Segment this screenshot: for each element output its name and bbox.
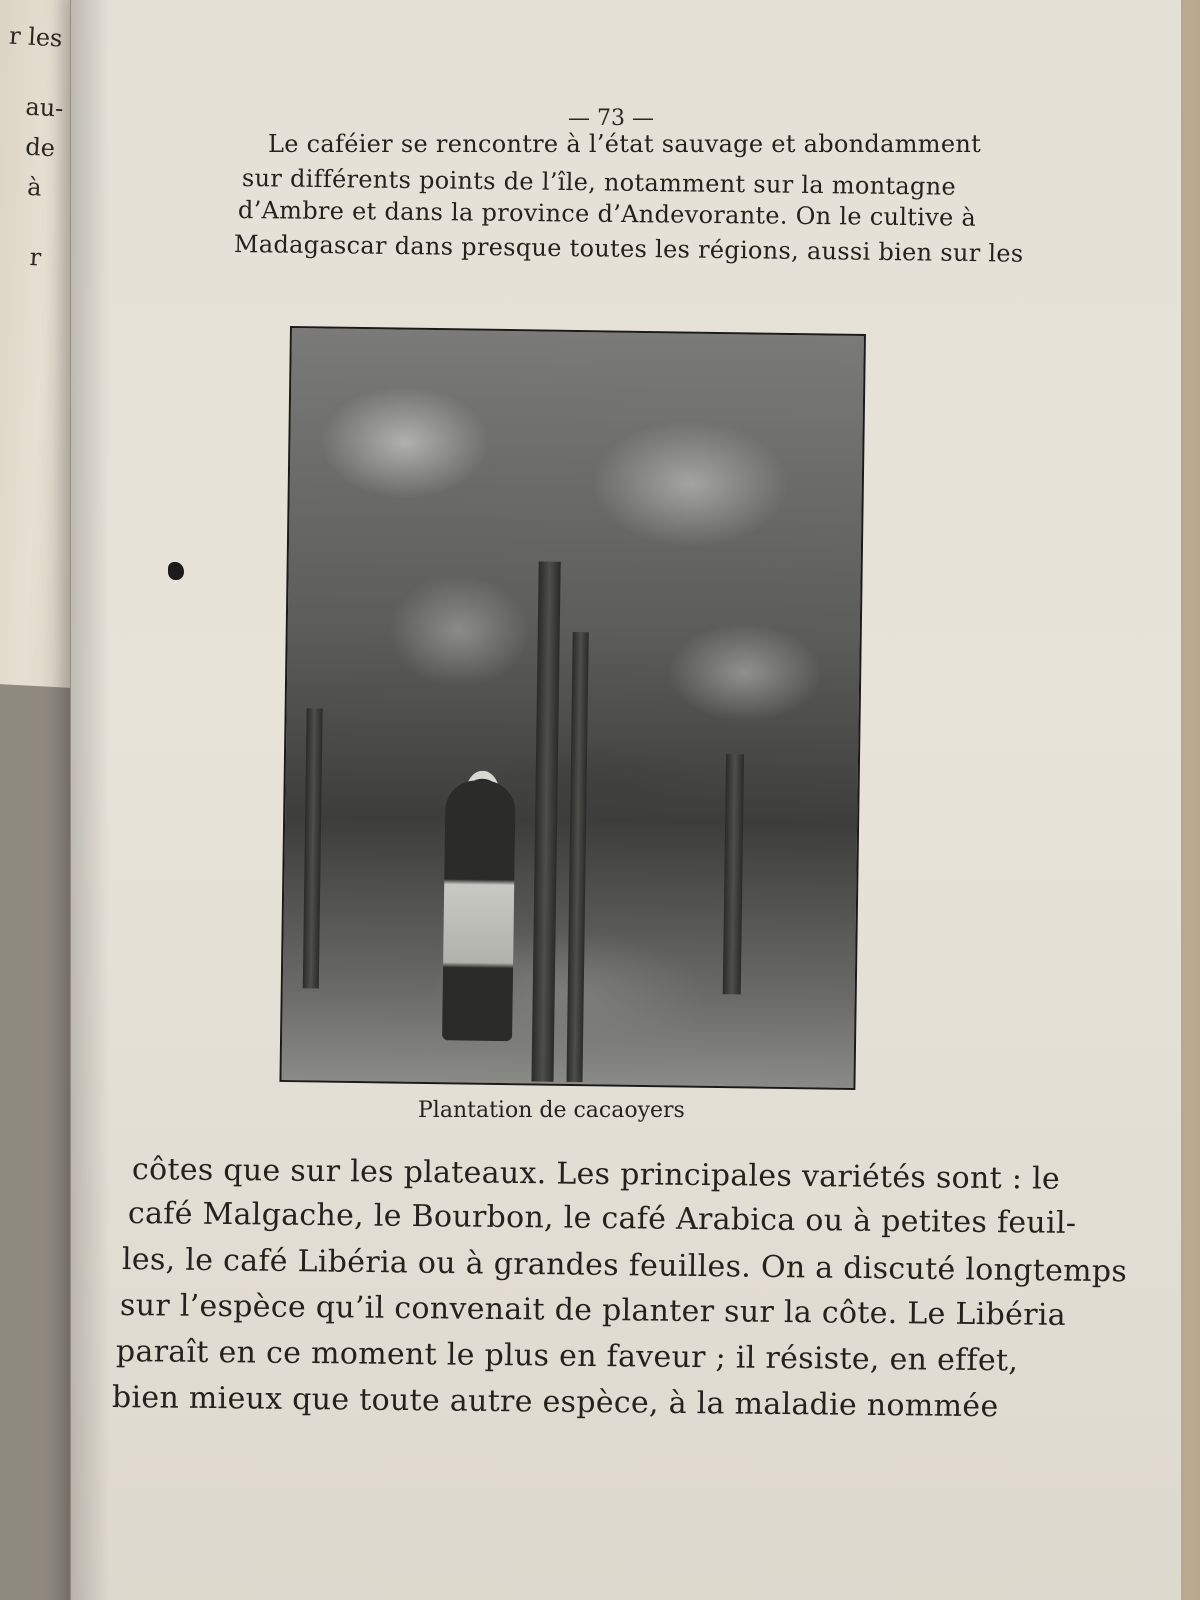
body-line: Madagascar dans presque toutes les régions, aussi bien sur les bbox=[233, 230, 1024, 268]
body-line: les, le café Libéria ou à grandes feuilles. On a discuté longtemps bbox=[121, 1242, 1128, 1290]
tree-trunk bbox=[303, 708, 323, 988]
tree-trunk bbox=[723, 754, 744, 994]
plantation-photo bbox=[279, 326, 865, 1090]
left-page-fragment: de bbox=[24, 132, 56, 163]
body-line: Le caféier se rencontre à l’état sauvage et abondamment bbox=[268, 130, 982, 158]
page-number: — 73 — bbox=[568, 106, 654, 131]
body-line: paraît en ce moment le plus en faveur ; il résiste, en effet, bbox=[115, 1334, 1019, 1379]
left-page-fragment: r bbox=[28, 243, 42, 272]
body-line: d’Ambre et dans la province d’Andevorante. On le cultive à bbox=[237, 196, 977, 232]
body-line: bien mieux que toute autre espèce, à la maladie nommée bbox=[111, 1380, 999, 1425]
left-page-fragment: au- bbox=[24, 92, 65, 123]
person-figure bbox=[442, 780, 516, 1041]
body-line: sur l’espèce qu’il convenait de planter sur la côte. Le Libéria bbox=[119, 1288, 1067, 1333]
body-line: sur différents points de l’île, notamment sur la montagne bbox=[241, 164, 957, 201]
ink-stain bbox=[168, 562, 184, 580]
tree-trunk bbox=[531, 561, 560, 1081]
gutter-shadow bbox=[70, 0, 110, 1600]
body-line: côtes que sur les plateaux. Les principales variétés sont : le bbox=[131, 1152, 1061, 1197]
left-page-fragment: à bbox=[26, 172, 43, 202]
body-line: café Malgache, le Bourbon, le café Arabica ou à petites feuil- bbox=[127, 1196, 1077, 1241]
figure-caption: Plantation de cacaoyers bbox=[418, 1098, 685, 1123]
tree-trunk bbox=[566, 632, 588, 1082]
left-page-fragment: r les bbox=[8, 21, 64, 53]
